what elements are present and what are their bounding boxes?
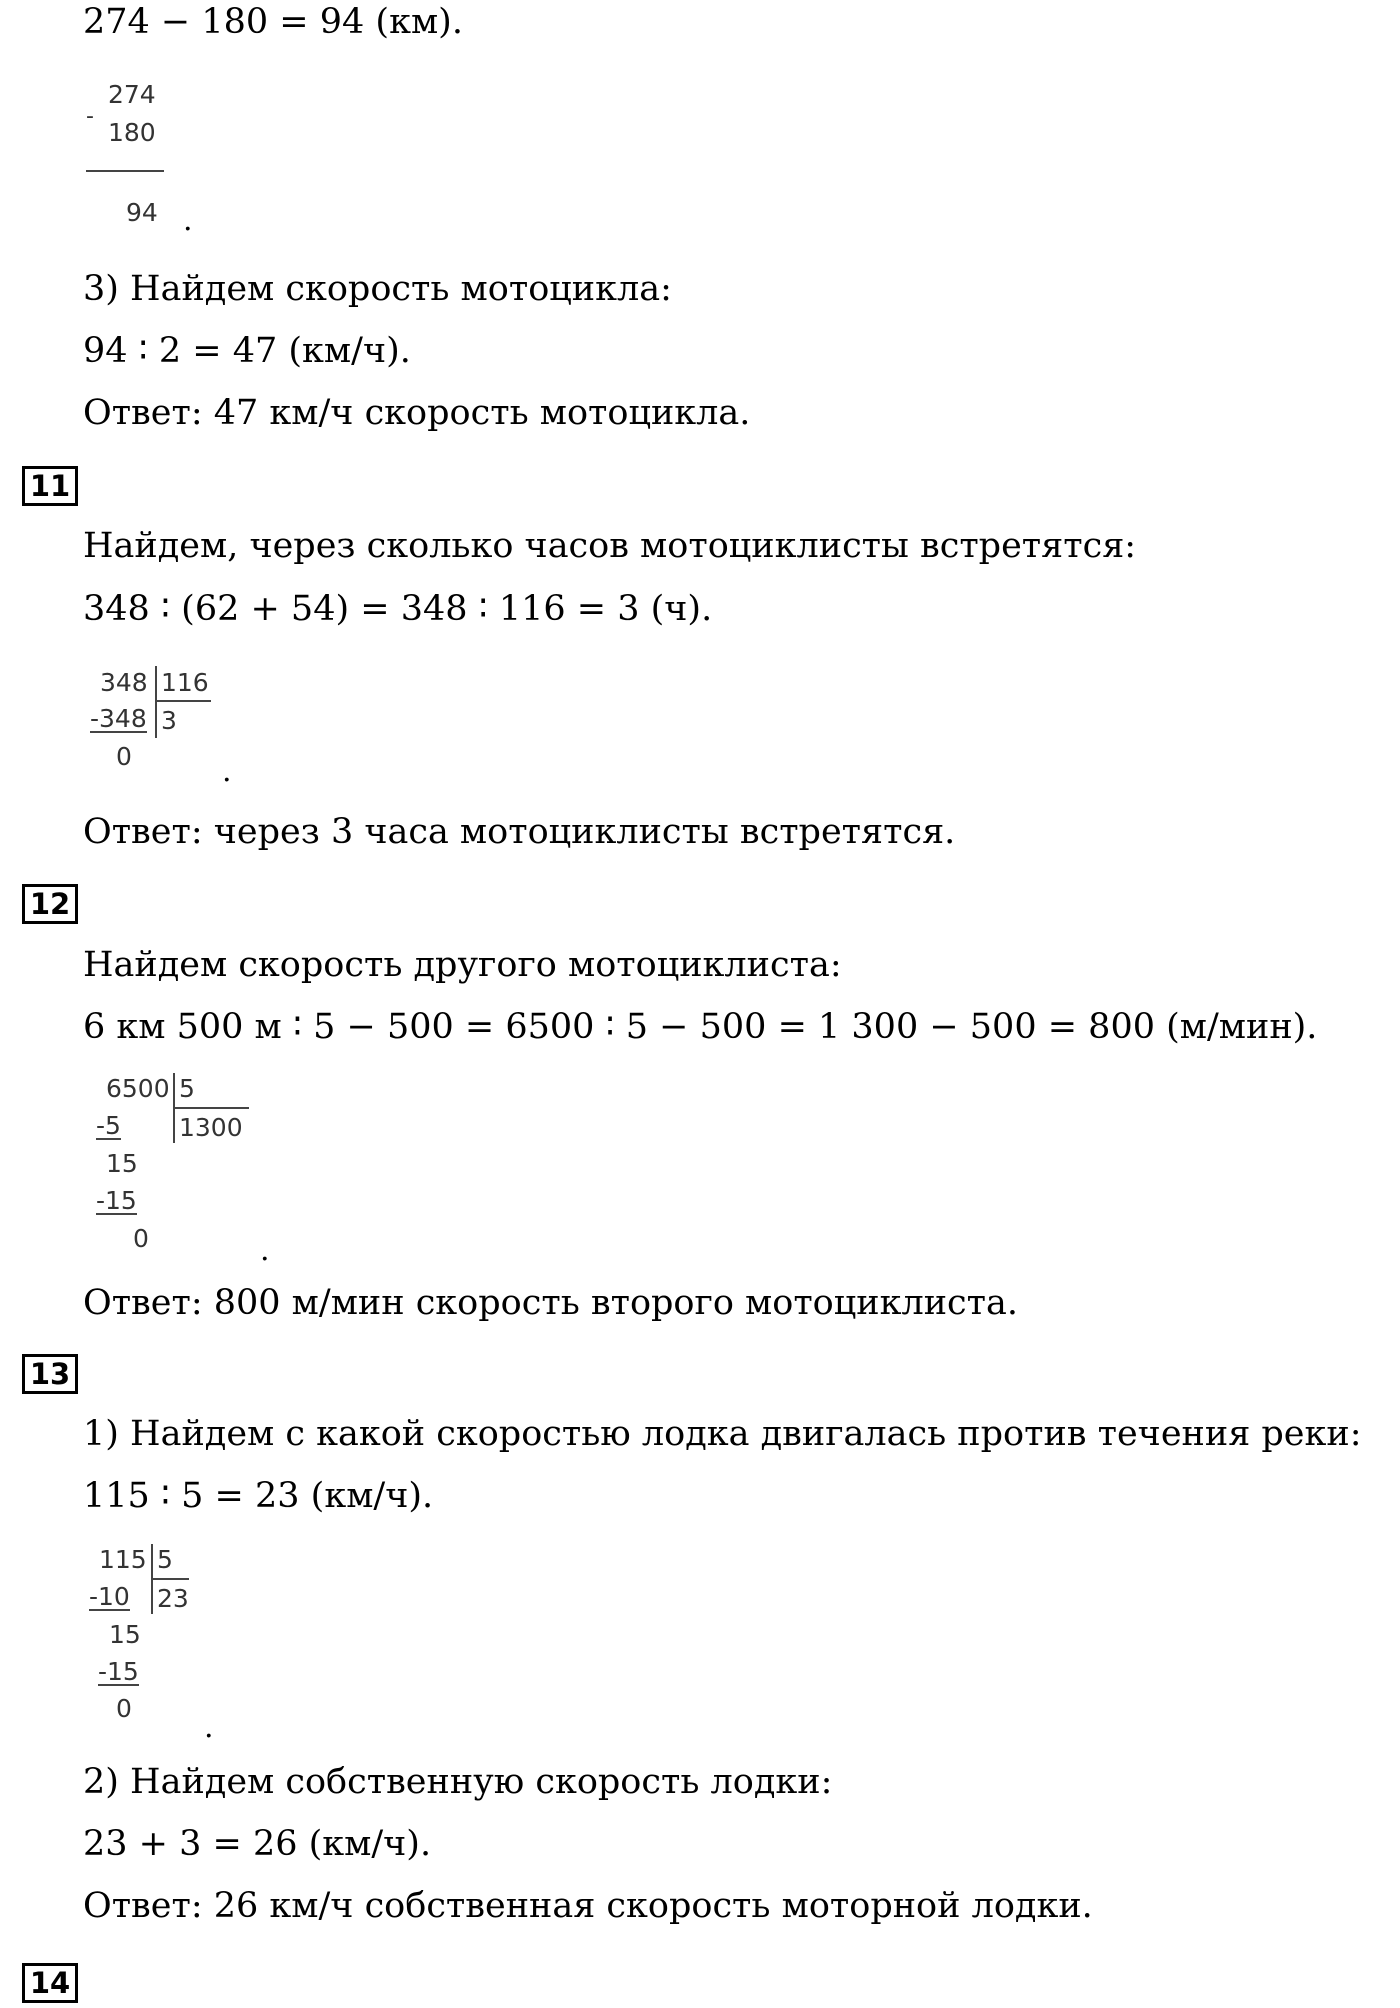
problem-11-equation: 348 ∶ (62 + 54) = 348 ∶ 116 = 3 (ч). (83, 589, 713, 629)
quotient: 1300 (179, 1113, 243, 1142)
end-dot: . (183, 203, 193, 238)
subtracted-2: -15 (98, 1657, 139, 1686)
answer-10: Ответ: 47 км/ч скорость мотоцикла. (83, 393, 751, 433)
quotient-rule (155, 700, 211, 702)
subtracted: -348 (90, 704, 147, 733)
quotient: 23 (157, 1584, 189, 1613)
remainder: 0 (116, 1694, 132, 1723)
quotient-rule (173, 1107, 249, 1109)
end-dot: . (222, 754, 232, 789)
divisor: 116 (161, 668, 209, 697)
minus-sign: - (86, 104, 94, 129)
problem-12-equation: 6 км 500 м ∶ 5 − 500 = 6500 ∶ 5 − 500 = 1 300 − 500 = 800 (м/мин). (83, 1007, 1318, 1047)
minuend: 274 (108, 80, 156, 109)
equation-speed: 94 ∶ 2 = 47 (км/ч). (83, 331, 411, 371)
problem-11-statement: Найдем, через сколько часов мотоциклисты встретятся: (83, 526, 1137, 566)
answer-13: Ответ: 26 км/ч собственная скорость моторной лодки. (83, 1886, 1093, 1926)
subtracted-1: -5 (96, 1111, 121, 1140)
subtrahend: 180 (108, 118, 156, 147)
remainder: 0 (116, 742, 132, 771)
subtracted-2: -15 (96, 1186, 137, 1215)
problem-number-13: 13 (22, 1354, 78, 1394)
partial-remainder: 15 (106, 1149, 138, 1178)
division-bar (155, 666, 157, 738)
equation-subtraction: 274 − 180 = 94 (км). (83, 2, 463, 42)
quotient: 3 (161, 706, 177, 735)
problem-number-11: 11 (22, 466, 78, 506)
problem-12-statement: Найдем скорость другого мотоциклиста: (83, 945, 842, 985)
answer-11: Ответ: через 3 часа мотоциклисты встретятся. (83, 812, 956, 852)
quotient-rule (151, 1578, 189, 1580)
end-dot: . (204, 1710, 214, 1745)
dividend: 348 (100, 668, 148, 697)
result-rule (86, 170, 164, 172)
subtracted-1: -10 (89, 1582, 130, 1611)
difference: 94 (126, 198, 158, 227)
end-dot: . (260, 1233, 270, 1268)
divisor: 5 (179, 1074, 195, 1103)
partial-remainder: 15 (109, 1620, 141, 1649)
problem-13-step-2: 2) Найдем собственную скорость лодки: (83, 1762, 833, 1802)
problem-13-equation-1: 115 ∶ 5 = 23 (км/ч). (83, 1476, 434, 1516)
problem-13-step-1: 1) Найдем с какой скоростью лодка двигалась против течения реки: (83, 1414, 1362, 1454)
answer-12: Ответ: 800 м/мин скорость второго мотоциклиста. (83, 1283, 1018, 1323)
problem-13-equation-2: 23 + 3 = 26 (км/ч). (83, 1824, 432, 1864)
divisor: 5 (157, 1545, 173, 1574)
remainder: 0 (133, 1224, 149, 1253)
dividend: 6500 (106, 1074, 170, 1103)
dividend: 115 (99, 1545, 147, 1574)
step-3-heading: 3) Найдем скорость мотоцикла: (83, 269, 672, 309)
problem-number-12: 12 (22, 884, 78, 924)
problem-number-14: 14 (22, 1963, 78, 2003)
